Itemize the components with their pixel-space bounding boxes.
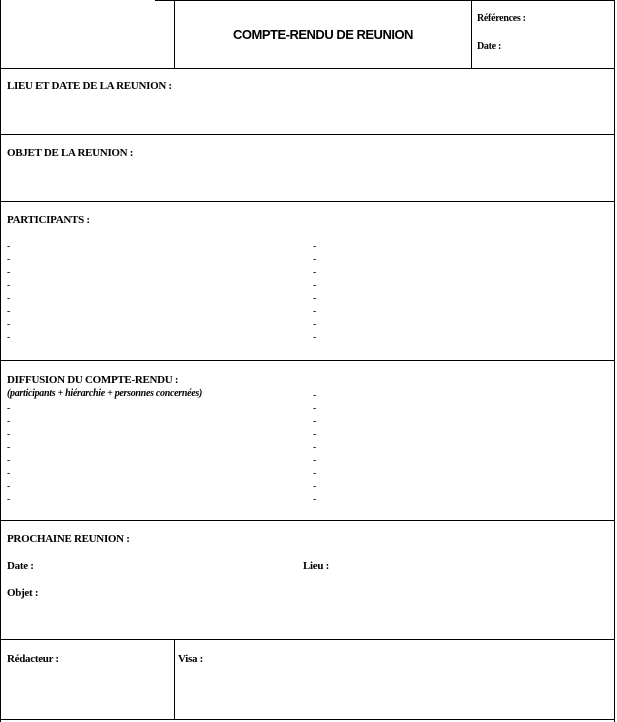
section-line-4 (0, 360, 615, 361)
list-dash: - (7, 254, 11, 265)
border-left (0, 0, 1, 722)
list-dash: - (7, 429, 11, 440)
list-dash: - (7, 481, 11, 492)
prochaine-date-label: Date : (7, 560, 34, 572)
section-line-6 (0, 639, 615, 640)
list-dash: - (7, 267, 11, 278)
list-dash: - (313, 280, 317, 291)
list-dash: - (7, 455, 11, 466)
objet-heading: OBJET DE LA REUNION : (7, 147, 134, 159)
section-line-5 (0, 520, 615, 521)
lieu-date-heading: LIEU ET DATE DE LA REUNION : (7, 80, 172, 92)
section-line-1 (0, 68, 615, 69)
list-dash: - (7, 332, 11, 343)
footer-divider (174, 639, 175, 720)
visa-label: Visa : (178, 653, 203, 665)
list-dash: - (7, 241, 11, 252)
list-dash: - (7, 494, 11, 505)
participants-heading: PARTICIPANTS : (7, 214, 90, 226)
list-dash: - (313, 293, 317, 304)
document-title: COMPTE-RENDU DE REUNION (233, 26, 413, 42)
list-dash: - (7, 442, 11, 453)
list-dash: - (313, 306, 317, 317)
header-date-label: Date : (477, 41, 502, 52)
list-dash: - (313, 416, 317, 427)
prochaine-lieu-label: Lieu : (303, 560, 330, 572)
list-dash: - (313, 390, 317, 401)
diffusion-note: (participants + hiérarchie + personnes concernées) (7, 388, 203, 399)
list-dash: - (313, 241, 317, 252)
list-dash: - (7, 293, 11, 304)
list-dash: - (7, 280, 11, 291)
list-dash: - (313, 429, 317, 440)
border-right (614, 0, 615, 722)
list-dash: - (313, 481, 317, 492)
section-line-3 (0, 201, 615, 202)
references-label: Références : (477, 13, 526, 24)
list-dash: - (313, 494, 317, 505)
list-dash: - (313, 319, 317, 330)
list-dash: - (7, 306, 11, 317)
list-dash: - (313, 468, 317, 479)
list-dash: - (313, 455, 317, 466)
list-dash: - (7, 468, 11, 479)
border-bottom (0, 719, 615, 720)
list-dash: - (313, 332, 317, 343)
list-dash: - (313, 403, 317, 414)
list-dash: - (7, 319, 11, 330)
diffusion-heading: DIFFUSION DU COMPTE-RENDU : (7, 374, 179, 386)
list-dash: - (7, 403, 11, 414)
section-line-2 (0, 134, 615, 135)
redacteur-label: Rédacteur : (7, 653, 59, 665)
list-dash: - (313, 254, 317, 265)
prochaine-objet-label: Objet : (7, 587, 39, 599)
list-dash: - (313, 267, 317, 278)
prochaine-heading: PROCHAINE REUNION : (7, 533, 130, 545)
header-divider-right (471, 0, 472, 68)
list-dash: - (7, 416, 11, 427)
list-dash: - (313, 442, 317, 453)
